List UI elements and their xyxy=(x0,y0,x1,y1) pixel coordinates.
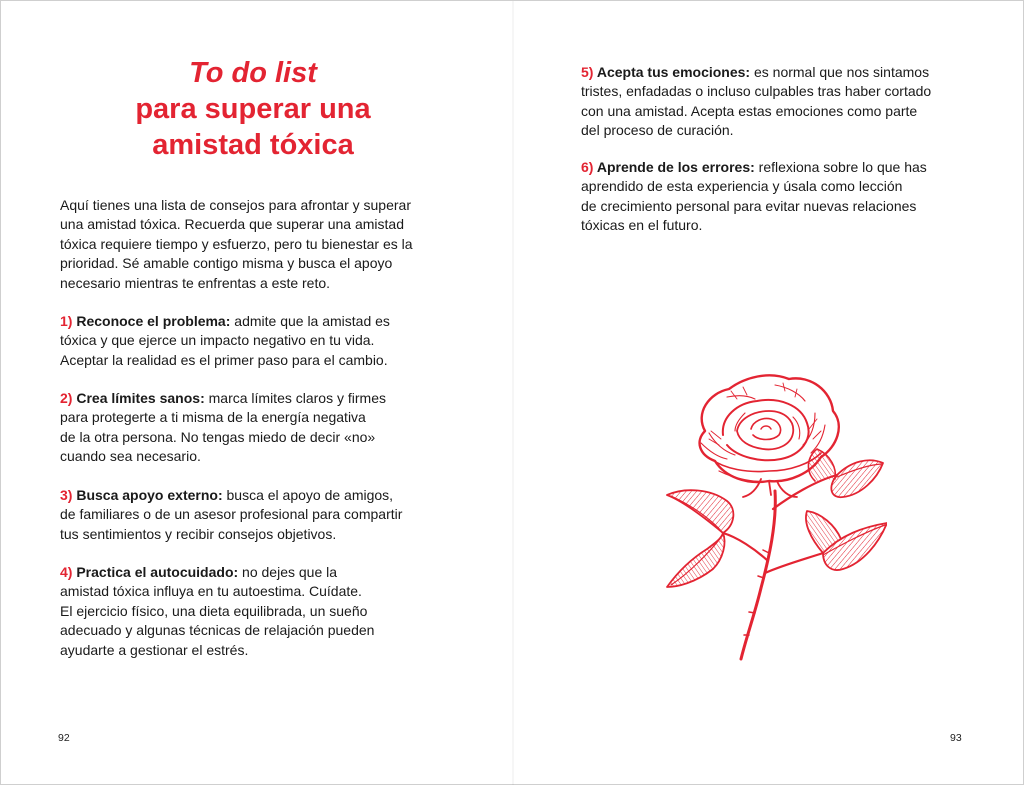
item-heading xyxy=(60,487,223,503)
item-heading xyxy=(581,64,750,80)
page-title xyxy=(61,55,445,163)
intro-paragraph xyxy=(60,196,452,293)
item-number: 6) xyxy=(581,159,594,175)
list-item-5 xyxy=(581,63,981,141)
item-line: adecuado y algunas técnicas de relajación pueden xyxy=(60,622,375,639)
item-line: Aceptar la realidad es el primer paso para el cambio. xyxy=(60,351,388,368)
item-head-text: Practica el autocuidado: xyxy=(76,564,239,580)
left-page xyxy=(1,1,513,785)
item-line: El ejercicio físico, una dieta equilibrada, un sueño xyxy=(60,602,368,619)
right-page xyxy=(513,1,1024,785)
item-heading xyxy=(60,564,238,580)
item-number: 5) xyxy=(581,64,594,80)
item-heading xyxy=(60,390,205,406)
item-number: 2) xyxy=(60,390,73,406)
item-first-line: admite que la amistad es xyxy=(230,313,390,329)
item-head-text: Reconoce el problema: xyxy=(76,313,231,329)
intro-line: una amistad tóxica. Recuerda que superar una amistad xyxy=(60,216,404,233)
item-number: 3) xyxy=(60,487,73,503)
page-number-left: 92 xyxy=(58,732,70,744)
item-line: tóxica y que ejerce un impacto negativo en tu vida. xyxy=(60,332,375,349)
item-line: cuando sea necesario. xyxy=(60,448,201,465)
item-head-text: Aprende de los errores: xyxy=(596,159,755,175)
item-first-line: marca límites claros y firmes xyxy=(204,390,386,406)
list-item-1 xyxy=(60,312,452,370)
item-head-text: Acepta tus emociones: xyxy=(596,64,751,80)
title-line-3: amistad tóxica xyxy=(152,129,354,161)
item-head-text: Busca apoyo externo: xyxy=(76,487,223,503)
item-line: amistad tóxica influya en tu autoestima. Cuídate. xyxy=(60,583,362,600)
item-line: de familiares o de un asesor profesional para compartir xyxy=(60,506,403,523)
list-item-4 xyxy=(60,563,452,660)
item-heading xyxy=(60,313,230,329)
rose-illustration-icon xyxy=(665,373,887,663)
item-line: tristes, enfadadas o incluso culpables tras haber cortado xyxy=(581,83,932,100)
list-item-6 xyxy=(581,158,981,236)
item-line: tóxicas en el futuro. xyxy=(581,217,703,234)
item-first-line: es normal que nos sintamos xyxy=(750,64,930,80)
item-heading xyxy=(581,159,755,175)
item-head-text: Crea límites sanos: xyxy=(76,390,205,406)
item-line: para protegerte a ti misma de la energía negativa xyxy=(60,409,366,426)
item-line: aprendido de esta experiencia y úsala como lección xyxy=(581,178,903,195)
intro-line: Aquí tienes una lista de consejos para afrontar y superar xyxy=(60,197,411,213)
item-line: ayudarte a gestionar el estrés. xyxy=(60,641,249,658)
page-number-right: 93 xyxy=(950,732,962,744)
intro-line: necesario mientras te enfrentas a este reto. xyxy=(60,274,331,291)
item-line: de crecimiento personal para evitar nuevas relaciones xyxy=(581,197,917,214)
item-line: de la otra persona. No tengas miedo de decir «no» xyxy=(60,428,376,445)
list-item-3 xyxy=(60,486,452,544)
intro-line: tóxica requiere tiempo y esfuerzo, pero tu bienestar es la xyxy=(60,235,413,252)
item-first-line: no dejes que la xyxy=(238,564,338,580)
item-number: 4) xyxy=(60,564,73,580)
item-number: 1) xyxy=(60,313,73,329)
intro-line: prioridad. Sé amable contigo misma y busca el apoyo xyxy=(60,255,393,272)
title-line-1: To do list xyxy=(189,57,317,89)
title-line-2: para superar una xyxy=(135,93,371,125)
item-line: con una amistad. Acepta estas emociones como parte xyxy=(581,102,918,119)
item-first-line: busca el apoyo de amigos, xyxy=(222,487,394,503)
item-line: tus sentimientos y recibir consejos objetivos. xyxy=(60,525,337,542)
item-first-line: reflexiona sobre lo que has xyxy=(754,159,927,175)
list-item-2 xyxy=(60,389,452,467)
item-line: del proceso de curación. xyxy=(581,122,734,139)
